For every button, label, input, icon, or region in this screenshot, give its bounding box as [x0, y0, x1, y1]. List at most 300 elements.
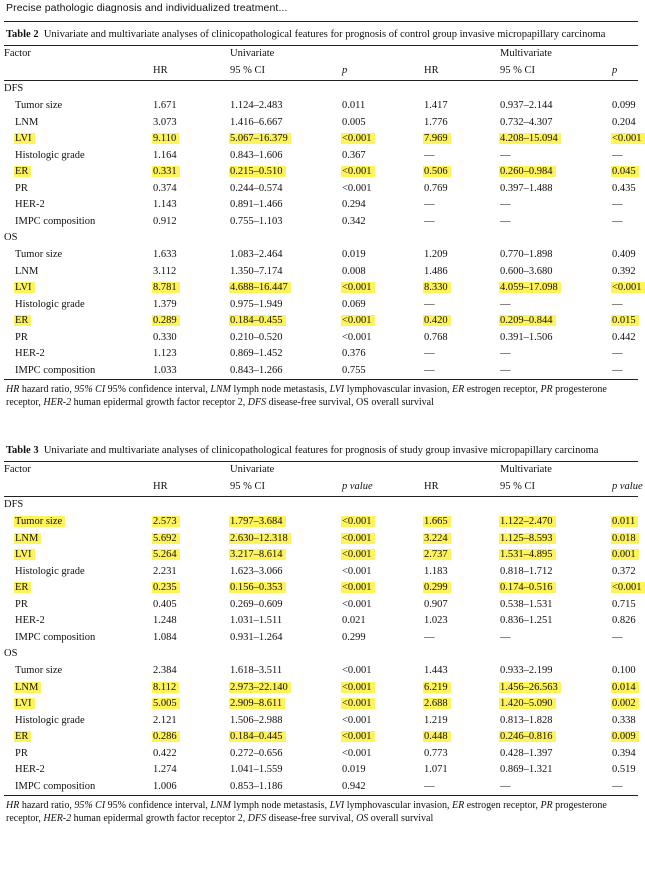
factor-cell	[4, 514, 153, 531]
cell-value: —	[500, 364, 511, 376]
factor-cell	[4, 297, 153, 314]
value-cell	[500, 346, 612, 363]
cell-value: —	[612, 215, 623, 227]
value-cell	[424, 680, 500, 697]
factor-cell	[4, 779, 153, 796]
factor-cell	[4, 164, 153, 181]
cell-value: 0.372	[612, 565, 636, 577]
cell-value: 9.110	[152, 133, 179, 144]
cell-value: 1.164	[153, 149, 177, 161]
cell-value: 3.073	[153, 116, 177, 128]
value-cell	[612, 164, 638, 181]
table3-footnote	[6, 799, 636, 825]
cell-value: 8.781	[152, 282, 180, 293]
column-header: p	[342, 63, 424, 81]
cell-value: 5.692	[152, 533, 180, 544]
value-cell	[424, 713, 500, 730]
factor-label: IMPC composition	[15, 631, 96, 643]
value-cell	[500, 729, 612, 746]
column-header: 95 % CI	[500, 479, 612, 497]
cell-value: 4.688–16.447	[229, 282, 291, 293]
value-cell	[424, 580, 500, 597]
factor-label: Tumor size	[14, 516, 65, 527]
cell-value: 0.937–2.144	[500, 100, 553, 111]
value-cell	[612, 514, 638, 531]
value-cell	[612, 779, 638, 796]
cell-value: 0.014	[611, 682, 639, 693]
cell-value: —	[500, 348, 511, 359]
value-cell	[424, 197, 500, 214]
factor-label: LNM	[15, 116, 39, 128]
cell-value: 0.008	[342, 265, 366, 277]
cell-spacer	[153, 230, 230, 247]
factor-cell	[4, 713, 153, 730]
cell-value: 1.633	[153, 249, 177, 260]
value-cell	[500, 580, 612, 597]
cell-value: 0.246–0.816	[499, 731, 556, 742]
abbreviation: ER	[451, 384, 465, 395]
value-cell	[424, 531, 500, 548]
value-cell	[342, 181, 424, 198]
value-cell	[153, 762, 230, 779]
value-cell	[612, 115, 638, 132]
header-rule	[4, 21, 638, 22]
factor-cell	[4, 330, 153, 347]
cell-value: 3.217–8.614	[229, 549, 286, 560]
value-cell	[153, 264, 230, 281]
factor-label: PR	[15, 598, 28, 610]
cell-value: 1.041–1.559	[230, 764, 283, 775]
cell-value: —	[500, 780, 511, 792]
footnote-text: progesterone receptor,	[6, 384, 607, 408]
value-cell	[500, 264, 612, 281]
value-cell	[500, 363, 612, 380]
cell-value: 0.818–1.712	[500, 565, 553, 577]
cell-value: 0.286	[152, 731, 180, 742]
factor-label: ER	[14, 166, 31, 177]
cell-value: 3.112	[153, 265, 177, 277]
value-cell	[342, 696, 424, 713]
abbreviation: OS	[356, 813, 369, 824]
table2	[4, 45, 642, 380]
cell-value: —	[612, 298, 623, 310]
cell-value: 1.124–2.483	[230, 100, 283, 111]
cell-spacer	[500, 81, 612, 99]
value-cell	[424, 115, 500, 132]
abbreviation: HER-2	[43, 813, 72, 824]
value-cell	[153, 713, 230, 730]
value-cell	[230, 264, 342, 281]
abbreviation: 95% CI	[74, 800, 106, 811]
cell-value: 0.331	[152, 166, 180, 177]
cell-value: 0.156–0.353	[229, 582, 286, 593]
cell-spacer	[424, 497, 500, 515]
value-cell	[153, 779, 230, 796]
value-cell	[612, 148, 638, 165]
table-row	[4, 663, 638, 680]
header-spacer	[342, 46, 424, 64]
factor-cell	[4, 197, 153, 214]
value-cell	[500, 514, 612, 531]
factor-label: IMPC composition	[15, 215, 96, 227]
value-cell	[153, 280, 230, 297]
cell-value: 0.813–1.828	[500, 714, 553, 726]
cell-value: <0.001	[342, 665, 372, 676]
cell-value: 0.448	[423, 731, 451, 742]
value-cell	[612, 613, 638, 630]
value-cell	[153, 297, 230, 314]
table-row	[4, 597, 638, 614]
value-cell	[153, 181, 230, 198]
cell-value: —	[612, 631, 623, 643]
factor-label: Histologic grade	[15, 714, 85, 726]
value-cell	[500, 280, 612, 297]
factor-label: LNM	[14, 533, 41, 544]
table-row	[4, 630, 638, 647]
value-cell	[230, 214, 342, 231]
value-cell	[342, 297, 424, 314]
abbreviation: ER	[451, 800, 465, 811]
cell-spacer	[424, 81, 500, 99]
factor-header: Factor	[4, 462, 153, 480]
value-cell	[612, 330, 638, 347]
cell-value: —	[500, 631, 511, 643]
factor-label: PR	[15, 331, 28, 343]
footnote-text: human epidermal growth factor receptor 2,	[71, 397, 248, 408]
value-cell	[230, 115, 342, 132]
footnote-text: hazard ratio,	[19, 384, 75, 395]
cell-value: 0.099	[612, 100, 636, 111]
value-cell	[500, 148, 612, 165]
value-cell	[342, 746, 424, 763]
header-spacer	[612, 46, 638, 64]
cell-value: 0.405	[153, 598, 177, 610]
table-row	[4, 346, 638, 363]
cell-value: 6.219	[423, 682, 451, 693]
running-header: Precise pathologic diagnosis and individualized treatment...	[6, 2, 288, 14]
cell-value: <0.001	[611, 133, 645, 144]
value-cell	[153, 613, 230, 630]
value-cell	[230, 164, 342, 181]
value-cell	[424, 164, 500, 181]
cell-value: 2.384	[153, 665, 177, 676]
cell-value: 0.732–4.307	[500, 116, 553, 128]
cell-value: 4.059–17.098	[499, 282, 561, 293]
factor-cell	[4, 696, 153, 713]
cell-value: 0.015	[611, 315, 639, 326]
cell-value: 1.623–3.066	[230, 565, 283, 577]
value-cell	[612, 297, 638, 314]
factor-label: LNM	[14, 682, 41, 693]
cell-value: 0.209–0.844	[499, 315, 556, 326]
cell-value: 1.506–2.988	[230, 714, 283, 726]
table-row	[4, 696, 638, 713]
cell-value: —	[612, 348, 623, 359]
value-cell	[424, 762, 500, 779]
cell-value: —	[424, 364, 435, 376]
value-cell	[500, 630, 612, 647]
multivariate-header: Multivariate	[500, 46, 612, 64]
cell-value: 5.264	[152, 549, 180, 560]
abbreviation: HR	[6, 800, 20, 811]
value-cell	[500, 613, 612, 630]
footnote-text: lymphovascular invasion,	[344, 384, 452, 395]
cell-value: 0.100	[612, 665, 636, 676]
table-row	[4, 115, 638, 132]
cell-value: <0.001	[611, 582, 645, 593]
header-spacer	[342, 462, 424, 480]
cell-value: 0.773	[424, 747, 448, 759]
value-cell	[342, 197, 424, 214]
cell-value: 0.009	[611, 731, 639, 742]
factor-cell	[4, 580, 153, 597]
factor-cell	[4, 630, 153, 647]
table-row	[4, 514, 638, 531]
cell-value: 0.769	[424, 182, 448, 194]
cell-value: 0.891–1.466	[230, 199, 283, 210]
value-cell	[230, 547, 342, 564]
value-cell	[153, 131, 230, 148]
factor-cell	[4, 280, 153, 297]
cell-spacer	[342, 81, 424, 99]
cell-value: 1.071	[424, 764, 448, 775]
factor-label: LVI	[14, 282, 35, 293]
value-cell	[153, 514, 230, 531]
cell-value: 2.909–8.611	[229, 698, 285, 709]
value-cell	[153, 346, 230, 363]
cell-value: 8.112	[152, 682, 179, 693]
cell-value: 0.538–1.531	[500, 598, 553, 610]
cell-value: 0.869–1.321	[500, 764, 553, 775]
cell-value: <0.001	[342, 182, 372, 194]
value-cell	[342, 264, 424, 281]
factor-label: Histologic grade	[15, 565, 85, 577]
cell-value: <0.001	[341, 166, 375, 177]
abbreviation: LVI	[329, 800, 345, 811]
value-cell	[342, 363, 424, 380]
factor-label: LVI	[14, 698, 35, 709]
value-cell	[342, 280, 424, 297]
cell-value: 0.843–1.266	[230, 364, 283, 376]
cell-value: 0.204	[612, 116, 636, 128]
cell-value: 0.975–1.949	[230, 298, 283, 310]
value-cell	[230, 297, 342, 314]
table2-title: Univariate and multivariate analyses of clinicopathological features for prognosis of control group invasive micropapillary carcinoma	[43, 29, 606, 40]
value-cell	[612, 531, 638, 548]
value-cell	[424, 181, 500, 198]
value-cell	[153, 164, 230, 181]
factor-cell	[4, 363, 153, 380]
value-cell	[153, 330, 230, 347]
value-cell	[612, 197, 638, 214]
column-header: HR	[424, 479, 500, 497]
value-cell	[342, 346, 424, 363]
value-cell	[500, 746, 612, 763]
table-row	[4, 297, 638, 314]
value-cell	[342, 613, 424, 630]
value-cell	[342, 514, 424, 531]
cell-value: 2.688	[423, 698, 451, 709]
factor-label: ER	[14, 731, 31, 742]
value-cell	[612, 580, 642, 597]
table-row	[4, 313, 638, 330]
value-cell	[424, 746, 500, 763]
value-cell	[612, 630, 638, 647]
cell-value: 1.417	[424, 100, 448, 111]
value-cell	[230, 630, 342, 647]
cell-value: 1.486	[424, 265, 448, 277]
factor-cell	[4, 313, 153, 330]
value-cell	[424, 564, 500, 581]
cell-value: —	[500, 199, 511, 210]
value-cell	[612, 98, 638, 115]
cell-value: <0.001	[341, 133, 375, 144]
value-cell	[612, 762, 638, 779]
cell-value: 0.018	[611, 533, 639, 544]
cell-value: 0.299	[423, 582, 451, 593]
table-row	[4, 729, 638, 746]
cell-value: <0.001	[341, 549, 375, 560]
univariate-header: Univariate	[230, 462, 342, 480]
cell-value: 0.215–0.510	[229, 166, 286, 177]
cell-value: 1.083–2.464	[230, 249, 283, 260]
cell-value: 0.715	[612, 598, 636, 610]
factor-label: Tumor size	[15, 100, 63, 111]
cell-value: 1.125–8.593	[499, 533, 556, 544]
value-cell	[342, 762, 424, 779]
cell-value: 1.183	[424, 565, 448, 577]
cell-value: 1.031–1.511	[230, 615, 283, 626]
value-cell	[612, 131, 642, 148]
value-cell	[342, 779, 424, 796]
cell-value: 0.843–1.606	[230, 149, 283, 161]
cell-value: —	[424, 215, 435, 227]
cell-value: —	[500, 149, 511, 161]
table-row	[4, 680, 638, 697]
cell-spacer	[342, 497, 424, 515]
cell-value: 1.618–3.511	[230, 665, 283, 676]
table-row	[4, 98, 638, 115]
cell-spacer	[153, 81, 230, 99]
value-cell	[342, 729, 424, 746]
factor-cell	[4, 746, 153, 763]
cell-value: 0.376	[342, 348, 366, 359]
value-cell	[153, 363, 230, 380]
table-row	[4, 531, 638, 548]
cell-value: 0.342	[342, 215, 366, 227]
value-cell	[342, 531, 424, 548]
value-cell	[342, 330, 424, 347]
value-cell	[500, 779, 612, 796]
cell-value: 0.002	[611, 698, 639, 709]
value-cell	[500, 98, 612, 115]
table3	[4, 461, 643, 796]
header-spacer	[4, 63, 153, 81]
value-cell	[500, 313, 612, 330]
cell-value: 1.209	[424, 249, 448, 260]
value-cell	[153, 247, 230, 264]
abbreviation: HR	[6, 384, 20, 395]
value-cell	[424, 264, 500, 281]
cell-value: 1.084	[153, 631, 177, 643]
cell-value: 0.912	[153, 215, 177, 227]
factor-label: LVI	[14, 133, 35, 144]
section-label: DFS	[4, 499, 24, 511]
cell-value: <0.001	[611, 282, 645, 293]
value-cell	[424, 363, 500, 380]
cell-value: 5.005	[152, 698, 180, 709]
table-row	[4, 214, 638, 231]
cell-spacer	[153, 497, 230, 515]
value-cell	[424, 247, 500, 264]
factor-label: HER-2	[15, 764, 45, 775]
cell-value: 7.969	[423, 133, 451, 144]
cell-value: 0.299	[342, 631, 366, 643]
cell-value: 1.671	[153, 100, 177, 111]
value-cell	[153, 547, 230, 564]
factor-cell	[4, 131, 153, 148]
value-cell	[612, 247, 638, 264]
cell-value: 0.755	[342, 364, 366, 376]
cell-value: <0.001	[342, 747, 372, 759]
value-cell	[153, 313, 230, 330]
factor-cell	[4, 115, 153, 132]
cell-value: 0.011	[342, 100, 366, 111]
value-cell	[500, 531, 612, 548]
cell-value: —	[612, 780, 623, 792]
cell-spacer	[612, 81, 638, 99]
cell-value: 0.768	[424, 331, 448, 343]
table-row	[4, 247, 638, 264]
section-label: OS	[4, 648, 18, 660]
value-cell	[153, 197, 230, 214]
value-cell	[424, 330, 500, 347]
abbreviation: DFS	[247, 397, 267, 408]
cell-value: 0.770–1.898	[500, 249, 553, 260]
cell-value: <0.001	[341, 315, 375, 326]
value-cell	[230, 597, 342, 614]
column-header-row	[4, 63, 638, 81]
value-cell	[153, 214, 230, 231]
footnote-text: lymphovascular invasion,	[344, 800, 452, 811]
value-cell	[230, 779, 342, 796]
cell-value: —	[500, 298, 511, 310]
header-row	[4, 462, 638, 480]
value-cell	[230, 330, 342, 347]
header-spacer	[424, 462, 500, 480]
factor-label: LNM	[15, 265, 39, 277]
value-cell	[153, 98, 230, 115]
value-cell	[342, 148, 424, 165]
value-cell	[230, 346, 342, 363]
abbreviation: PR	[540, 800, 553, 811]
cell-spacer	[230, 497, 342, 515]
value-cell	[500, 696, 612, 713]
value-cell	[500, 247, 612, 264]
cell-value: 4.208–15.094	[499, 133, 561, 144]
footnote-text: hazard ratio,	[19, 800, 75, 811]
cell-value: 1.797–3.684	[229, 516, 286, 527]
cell-value: 0.021	[342, 615, 366, 626]
cell-spacer	[612, 230, 638, 247]
factor-label: ER	[14, 582, 31, 593]
factor-cell	[4, 729, 153, 746]
footnote-text: estrogen receptor,	[464, 800, 541, 811]
column-header-row	[4, 479, 638, 497]
table-row	[4, 330, 638, 347]
cell-value: 0.005	[342, 116, 366, 128]
value-cell	[612, 564, 638, 581]
